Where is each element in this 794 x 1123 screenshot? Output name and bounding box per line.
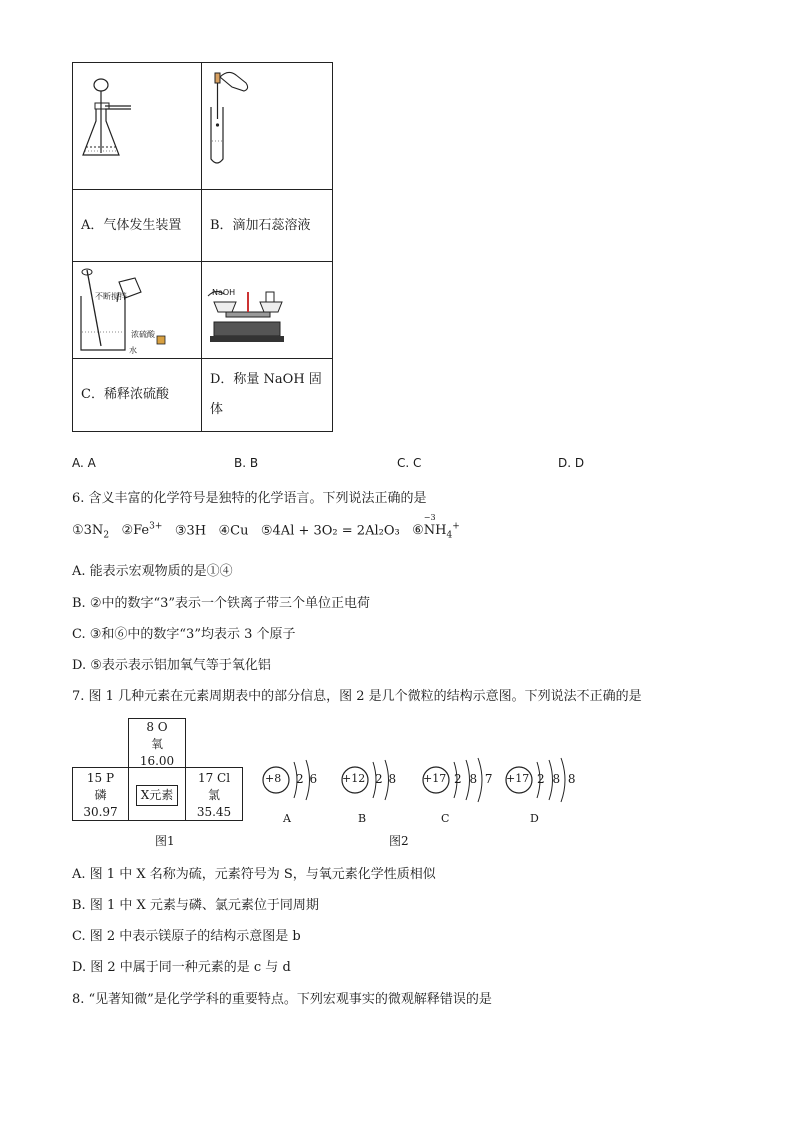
particle-a-nucleus: +8 bbox=[265, 772, 282, 785]
fig1-label: 图1 bbox=[155, 834, 175, 848]
q5-option-a[interactable]: A. A bbox=[72, 456, 96, 470]
particle-a-label: A bbox=[283, 812, 291, 825]
particle-b-nucleus: +12 bbox=[342, 772, 366, 785]
q5-option-c[interactable]: C. C bbox=[397, 456, 422, 470]
q6-symbol-1: $①3N_2$ bbox=[72, 523, 110, 541]
periodic-cell-phosphorus: 15 P 磷 30.97 bbox=[72, 767, 129, 821]
img-label-water: 水 bbox=[129, 346, 137, 355]
q7-option-b[interactable]: B. 图 1 中 X 元素与磷、氯元素位于同周期 bbox=[72, 898, 319, 913]
particle-d-label: D bbox=[530, 812, 539, 825]
q6-option-b[interactable]: B. ②中的数字“3”表示一个铁离子带三个单位正电荷 bbox=[72, 596, 371, 611]
q5-option-b[interactable]: B. B bbox=[234, 456, 259, 470]
balance-scale-icon bbox=[202, 262, 332, 358]
q6-symbols bbox=[72, 513, 460, 541]
q5-cell-d-image bbox=[202, 262, 333, 359]
q5-cell-c-image bbox=[73, 262, 202, 359]
img-label-acid: 浓硫酸 bbox=[131, 330, 155, 339]
q5-cell-c-text: C．稀释浓硫酸 bbox=[73, 359, 202, 432]
particle-d-shells: 2 8 8 bbox=[537, 772, 578, 786]
particle-d-nucleus: +17 bbox=[506, 772, 530, 785]
particle-b-label: B bbox=[358, 812, 367, 825]
q6-symbol-5: ⑤4Al + 3O₂ = 2Al₂O₃ bbox=[260, 523, 400, 539]
q5-image-table bbox=[72, 62, 333, 432]
fig2-label: 图2 bbox=[389, 834, 409, 848]
particle-c-shells: 2 8 7 bbox=[454, 772, 495, 786]
q5-cell-a-image bbox=[73, 63, 202, 190]
particle-a-shells: 2 6 bbox=[296, 772, 319, 786]
q8-stem: 8. “见著知微”是化学学科的重要特点。下列宏观事实的微观解释错误的是 bbox=[72, 992, 492, 1007]
q6-symbol-4: ④Cu bbox=[218, 523, 249, 539]
gas-generator-flask-icon bbox=[73, 63, 201, 177]
img-label-stir: 不断搅拌 bbox=[95, 292, 127, 301]
periodic-cell-x: X元素 bbox=[128, 767, 186, 821]
particle-c-label: C bbox=[441, 812, 450, 825]
q6-symbol-2: $②Fe^{3+}$ bbox=[121, 522, 163, 539]
q5-cell-a-text: A．气体发生装置 bbox=[73, 190, 202, 262]
particle-b-shells: 2 8 bbox=[375, 772, 398, 786]
particle-c-nucleus: +17 bbox=[423, 772, 447, 785]
q5-cell-b-image bbox=[202, 63, 333, 190]
q6-option-d[interactable]: D. ⑤表示表示铝加氧气等于氧化铝 bbox=[72, 658, 271, 673]
q7-option-c[interactable]: C. 图 2 中表示镁原子的结构示意图是 b bbox=[72, 929, 301, 944]
q6-option-a[interactable]: A. 能表示宏观物质的是①④ bbox=[72, 564, 233, 579]
q7-stem: 7. 图 1 几种元素在元素周期表中的部分信息，图 2 是几个微粒的结构示意图。下列说法不正确的是 bbox=[72, 689, 642, 704]
q6-option-c[interactable]: C. ③和⑥中的数字“3”均表示 3 个原子 bbox=[72, 627, 296, 642]
dropper-test-tube-icon bbox=[202, 63, 332, 177]
q6-symbol-6: ⑥ −3 $NH_4^+$ bbox=[412, 513, 460, 541]
q5-cell-b-text: B．滴加石蕊溶液 bbox=[202, 190, 333, 262]
q7-option-a[interactable]: A. 图 1 中 X 名称为硫，元素符号为 S，与氧元素化学性质相似 bbox=[72, 867, 436, 882]
img-label-naoh: NaOH bbox=[212, 288, 236, 297]
q6-symbol-3: ③3H bbox=[174, 523, 207, 539]
q7-option-d[interactable]: D. 图 2 中属于同一种元素的是 c 与 d bbox=[72, 960, 291, 975]
q5-option-d[interactable]: D. D bbox=[558, 456, 585, 470]
q6-stem: 6. 含义丰富的化学符号是独特的化学语言。下列说法正确的是 bbox=[72, 491, 427, 506]
periodic-cell-oxygen: 8 O 氧 16.00 bbox=[128, 718, 186, 768]
periodic-cell-chlorine: 17 Cl 氯 35.45 bbox=[185, 767, 243, 821]
q5-cell-d-text: D．称量 NaOH 固体 bbox=[202, 359, 333, 432]
